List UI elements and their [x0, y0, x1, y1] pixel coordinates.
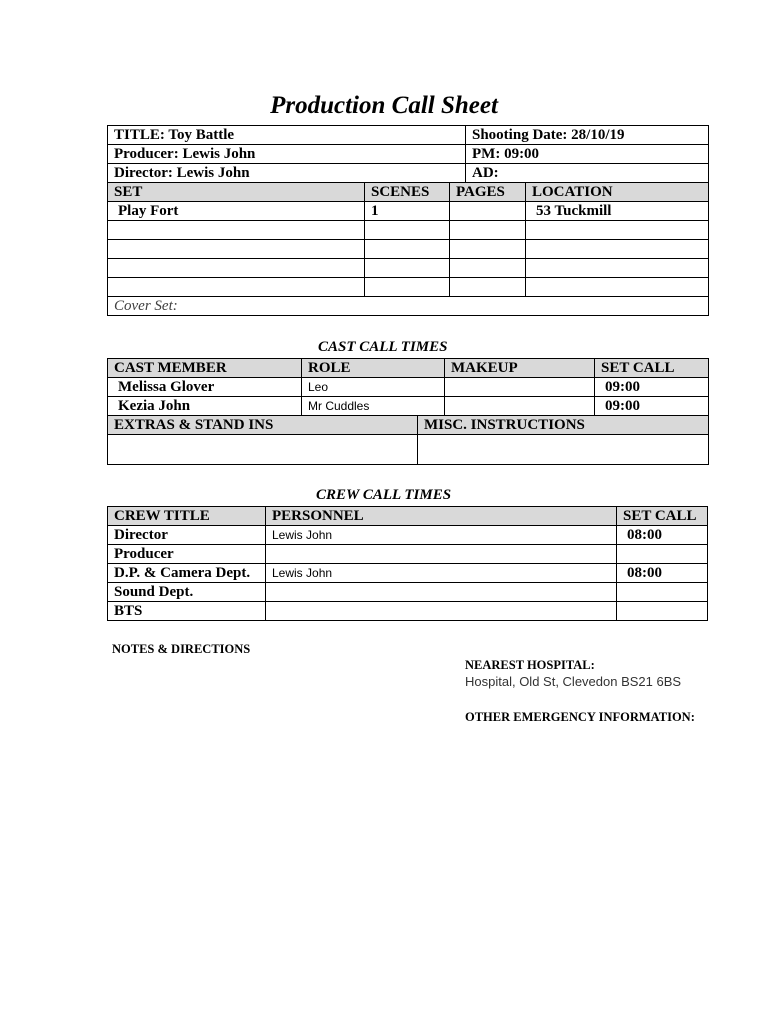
pages-cell — [450, 221, 526, 240]
crew-title-cell: Director — [108, 526, 266, 545]
crew-title-cell: D.P. & Camera Dept. — [108, 564, 266, 583]
set-row — [108, 202, 709, 221]
cast-row — [108, 378, 709, 397]
makeup-cell — [445, 397, 595, 416]
crew-title-header: CREW TITLE — [108, 507, 266, 526]
scenes-cell — [365, 221, 450, 240]
set-cell — [108, 221, 365, 240]
crew-set-call-cell — [617, 583, 708, 602]
role-header: ROLE — [302, 359, 445, 378]
pages-cell — [450, 278, 526, 297]
cast-member-cell: Melissa Glover — [108, 378, 302, 397]
scenes-header: SCENES — [365, 183, 450, 202]
pages-cell — [450, 259, 526, 278]
misc-instructions-cell — [418, 435, 709, 465]
scenes-cell: 1 — [365, 202, 450, 221]
role-cell: Leo — [302, 378, 445, 397]
pages-cell — [450, 202, 526, 221]
location-cell — [526, 240, 709, 259]
page-title: Production Call Sheet — [270, 92, 498, 119]
role-cell: Mr Cuddles — [302, 397, 445, 416]
crew-set-call-cell — [617, 545, 708, 564]
personnel-cell: Lewis John — [266, 526, 617, 545]
crew-row — [108, 545, 708, 564]
crew-set-call-header: SET CALL — [617, 507, 708, 526]
personnel-header: PERSONNEL — [266, 507, 617, 526]
set-row — [108, 221, 709, 240]
cast-row — [108, 397, 709, 416]
hospital-label: NEAREST HOSPITAL: — [465, 658, 595, 672]
notes-label: NOTES & DIRECTIONS — [112, 642, 251, 656]
extras-header: EXTRAS & STAND INS — [108, 416, 418, 435]
scenes-cell — [365, 259, 450, 278]
misc-instructions-header: MISC. INSTRUCTIONS — [418, 416, 709, 435]
hospital-address: Hospital, Old St, Clevedon BS21 6BS — [465, 674, 682, 689]
crew-set-call-cell — [617, 602, 708, 621]
pages-header: PAGES — [450, 183, 526, 202]
set-row — [108, 278, 709, 297]
personnel-cell — [266, 545, 617, 564]
crew-set-call-cell: 08:00 — [617, 564, 708, 583]
crew-row — [108, 526, 708, 545]
producer: Producer: Lewis John — [108, 145, 466, 164]
crew-section-title: CREW CALL TIMES — [316, 487, 452, 503]
makeup-cell — [445, 378, 595, 397]
crew-table — [107, 506, 708, 621]
cast-table — [107, 358, 709, 465]
set-cell: Play Fort — [108, 202, 365, 221]
crew-title-cell: Producer — [108, 545, 266, 564]
crew-row — [108, 602, 708, 621]
location-cell — [526, 259, 709, 278]
cast-member-header: CAST MEMBER — [108, 359, 302, 378]
director: Director: Lewis John — [108, 164, 466, 183]
set-call-header: SET CALL — [595, 359, 709, 378]
crew-title-cell: BTS — [108, 602, 266, 621]
crew-row — [108, 564, 708, 583]
shooting-date: Shooting Date: 28/10/19 — [466, 126, 709, 145]
production-info-table — [107, 125, 709, 316]
crew-set-call-cell: 08:00 — [617, 526, 708, 545]
ad: AD: — [466, 164, 709, 183]
personnel-cell — [266, 583, 617, 602]
set-header: SET — [108, 183, 365, 202]
set-row — [108, 259, 709, 278]
location-header: LOCATION — [526, 183, 709, 202]
personnel-cell — [266, 602, 617, 621]
production-title: TITLE: Toy Battle — [108, 126, 466, 145]
set-call-cell: 09:00 — [595, 378, 709, 397]
makeup-header: MAKEUP — [445, 359, 595, 378]
personnel-cell: Lewis John — [266, 564, 617, 583]
crew-row — [108, 583, 708, 602]
extras-cell — [108, 435, 418, 465]
set-row — [108, 240, 709, 259]
cover-set: Cover Set: — [108, 297, 709, 316]
location-cell — [526, 278, 709, 297]
set-cell — [108, 278, 365, 297]
set-cell — [108, 240, 365, 259]
set-call-cell: 09:00 — [595, 397, 709, 416]
crew-title-cell: Sound Dept. — [108, 583, 266, 602]
set-cell — [108, 259, 365, 278]
cast-section-title: CAST CALL TIMES — [318, 339, 448, 355]
pages-cell — [450, 240, 526, 259]
scenes-cell — [365, 278, 450, 297]
location-cell — [526, 221, 709, 240]
cast-member-cell: Kezia John — [108, 397, 302, 416]
emergency-label: OTHER EMERGENCY INFORMATION: — [465, 710, 695, 724]
scenes-cell — [365, 240, 450, 259]
location-cell: 53 Tuckmill — [526, 202, 709, 221]
pm-time: PM: 09:00 — [466, 145, 709, 164]
